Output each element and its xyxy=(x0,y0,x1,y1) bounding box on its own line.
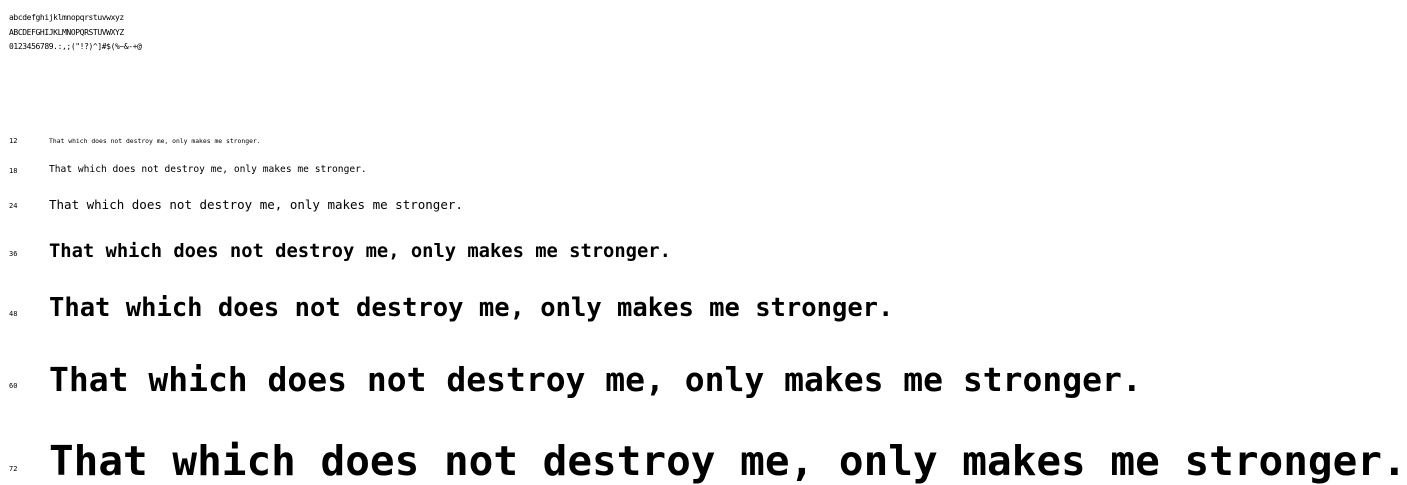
sample-row-12 xyxy=(0,133,800,149)
charset-lowercase: abcdefghijklmnopqrstuvwxyz xyxy=(9,13,124,22)
sample-text: That which does not destroy me, only makes me stronger. xyxy=(49,437,1407,485)
size-label: 60 xyxy=(9,382,18,390)
size-label: 24 xyxy=(9,202,18,210)
sample-text: That which does not destroy me, only makes me stronger. xyxy=(49,293,894,323)
size-label: 12 xyxy=(9,137,18,145)
sample-row-18 xyxy=(0,162,800,182)
sample-row-36 xyxy=(0,240,800,268)
sample-text: That which does not destroy me, only makes me stronger. xyxy=(49,137,261,145)
sample-text: That which does not destroy me, only makes me stronger. xyxy=(49,164,367,175)
character-set xyxy=(9,11,142,55)
size-label: 72 xyxy=(9,465,18,473)
size-label: 18 xyxy=(9,167,18,175)
sample-row-60 xyxy=(0,360,1142,402)
charset-symbols: 0123456789.:,;("!?)^]#$(%~&-+@ xyxy=(9,42,142,51)
sample-row-48 xyxy=(0,293,894,326)
sample-text: That which does not destroy me, only makes me stronger. xyxy=(49,241,671,262)
size-label: 48 xyxy=(9,310,18,318)
sample-row-72 xyxy=(0,437,1407,485)
sample-row-24 xyxy=(0,195,800,219)
charset-uppercase: ABCDEFGHIJKLMNOPQRSTUVWXYZ xyxy=(9,27,124,37)
size-label: 36 xyxy=(9,250,18,258)
sample-text: That which does not destroy me, only makes me stronger. xyxy=(49,197,463,212)
sample-text: That which does not destroy me, only makes me stronger. xyxy=(49,360,1142,399)
